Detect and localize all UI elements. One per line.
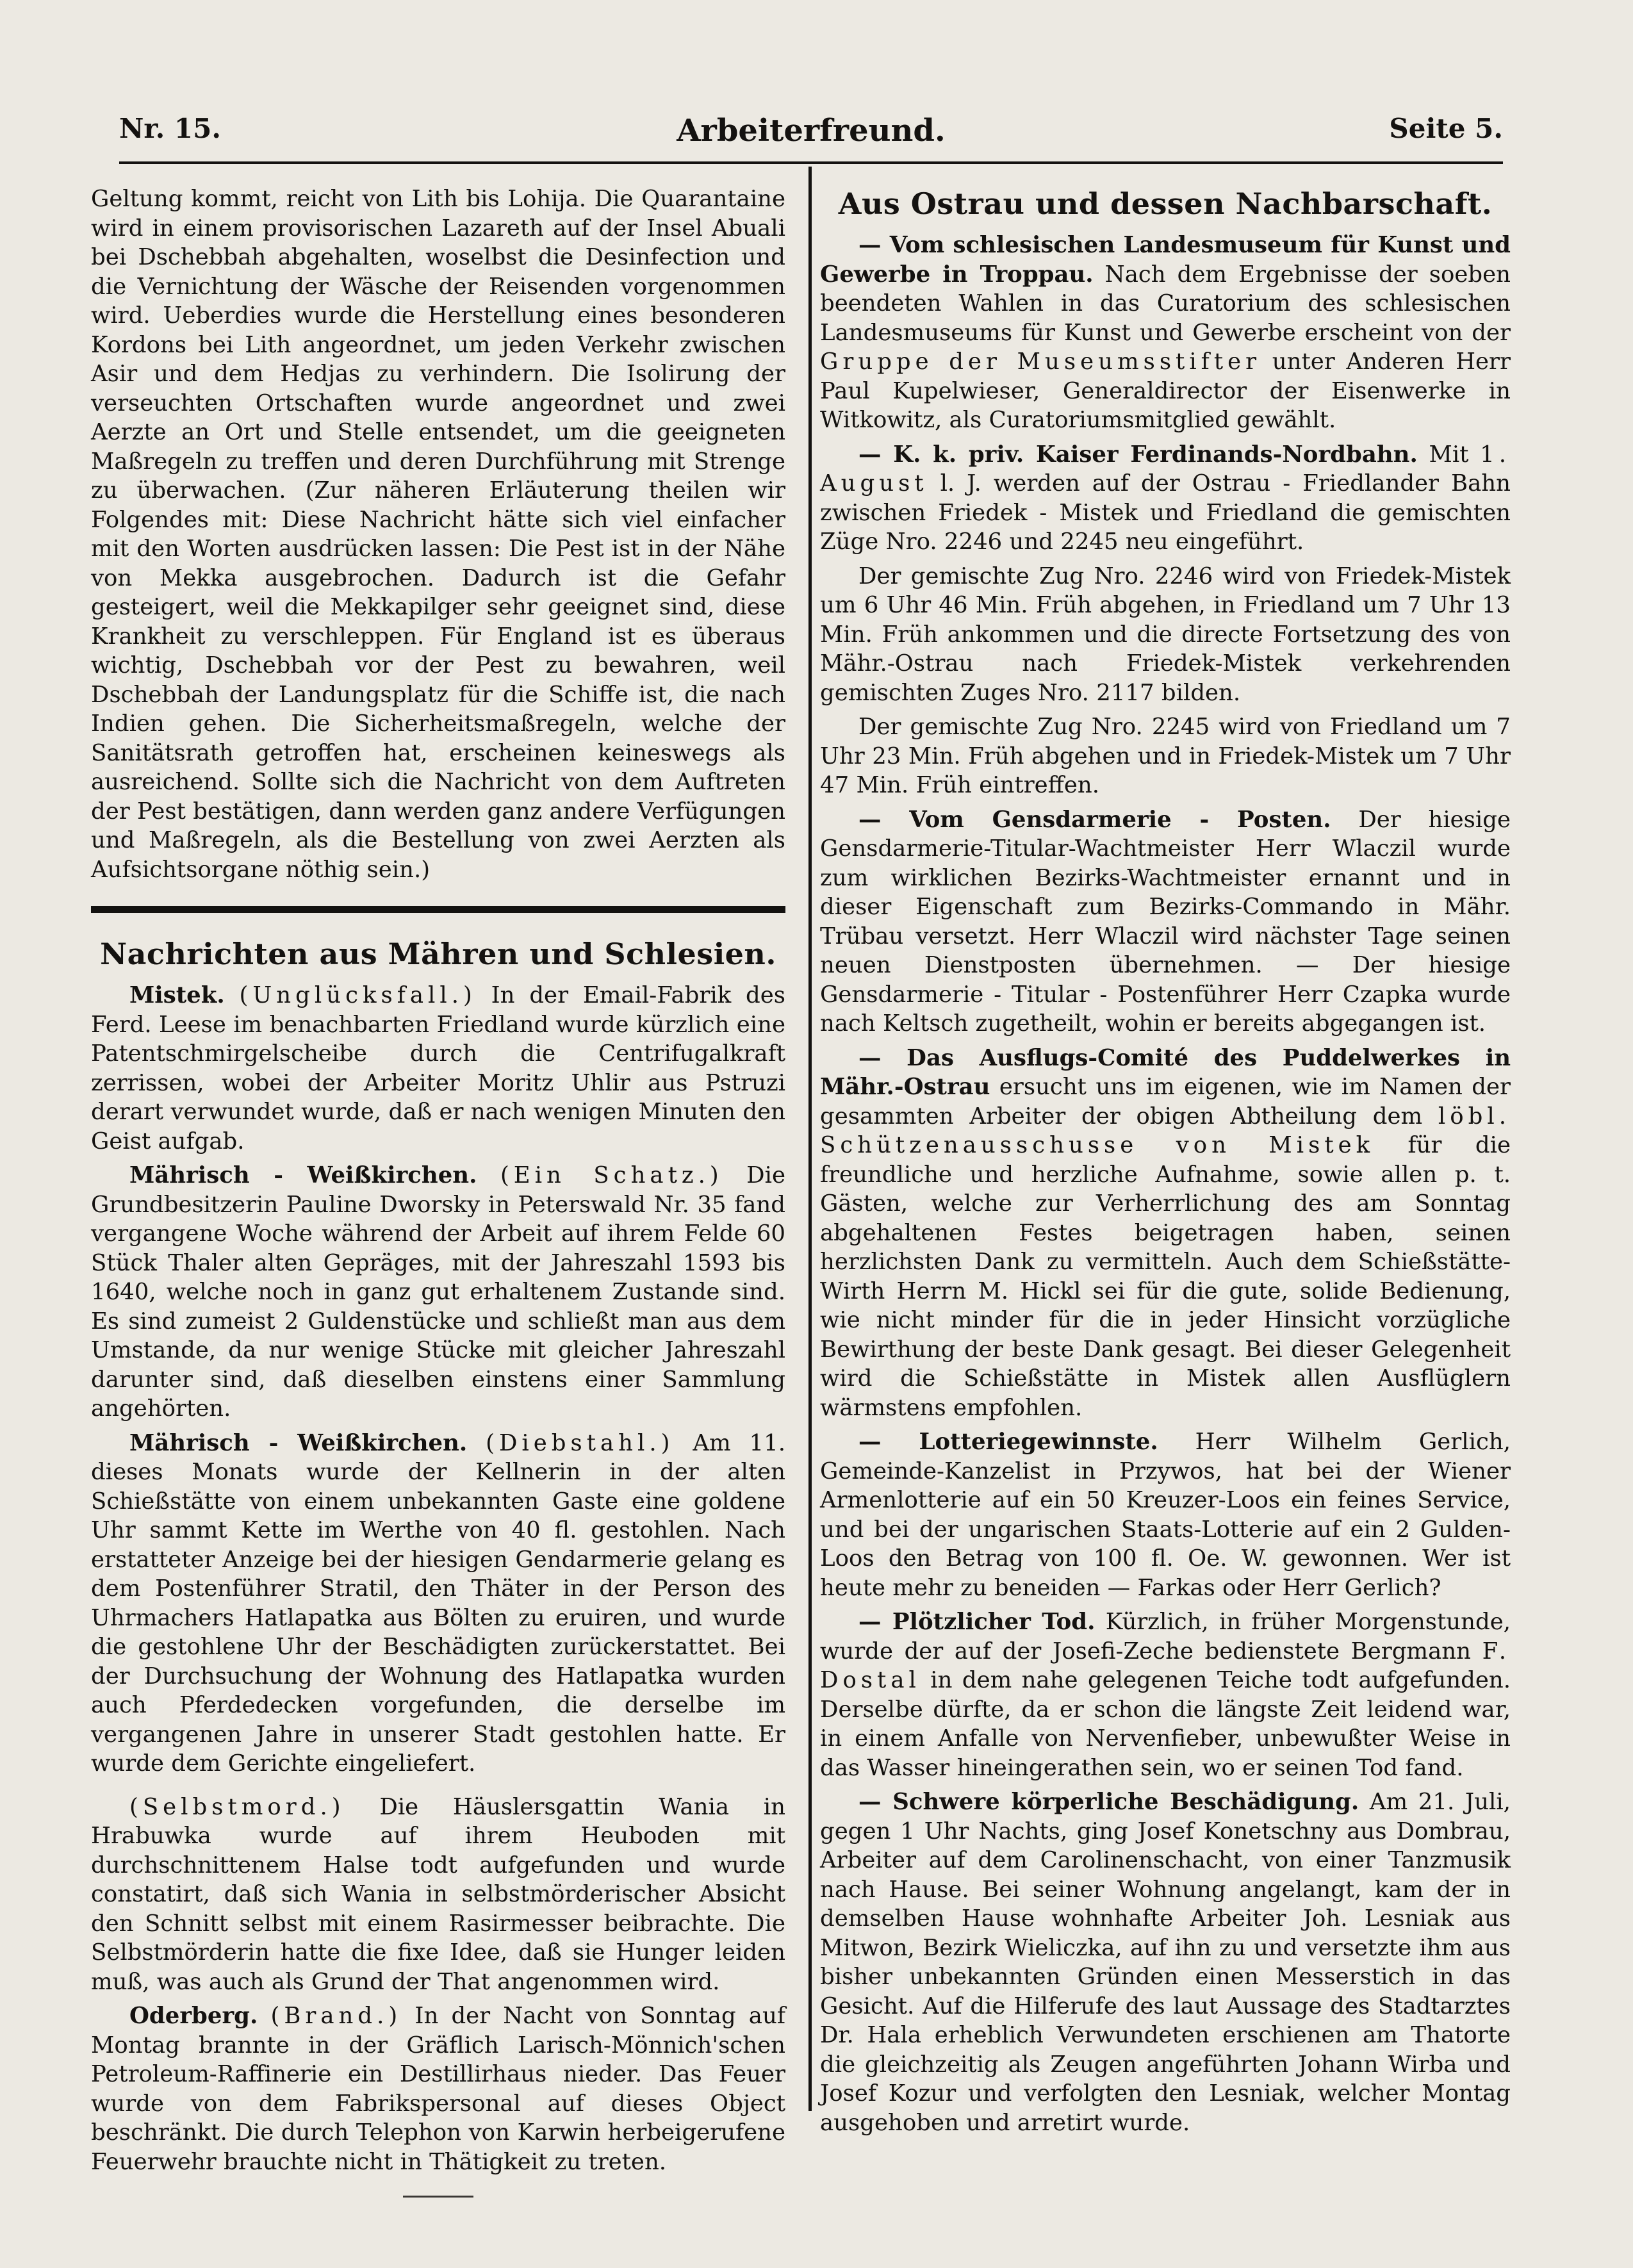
left-column [91, 185, 785, 2198]
article-place: Mährisch - Weißkirchen. [129, 1429, 468, 1456]
article-lead: — Vom Gensdarmerie - Posten. [858, 806, 1331, 833]
end-rule [403, 2196, 473, 2198]
column-divider [808, 167, 812, 2111]
article-zug-2246 [820, 562, 1511, 708]
article-text: Kürzlich, in früher Morgenstunde, wurde der auf der Josefi-Zeche bedienstete Bergmann [820, 1609, 1511, 1664]
article-nordbahn [820, 440, 1511, 557]
article-text: Die Häuslersgattin Wania in Hrabuwka wurde auf ihrem Heuboden mit durchschnittenem Halse todt aufgefunden und wurde constatirt, daß sich Wania in selbstmörderischer Absicht den Schnitt selbst mit einem Rasirmesser beibrachte. Die Selbstmörderin hatte die fixe Idee, daß sie Hunger leiden muß, was auch als Grund der That angenommen wird. [91, 1793, 785, 1995]
article-spaced: löbl. Schützenausschusse von Mistek [820, 1103, 1511, 1158]
article-gensdarmerie [820, 805, 1511, 1039]
masthead-title: Arbeiterfreund. [677, 113, 946, 149]
article-text-2: für die freundliche und herzliche Aufnahme, sowie allen p. t. Gästen, welche zur Verherrlichung des am Sonntag abgehaltenen Festes beigetragen haben, seinen herzlichsten Dank zu vermitteln. Auch dem Schießstätte-Wirth Herrn M. Hickl sei für die gute, solide Bedienung, wie nicht minder für die in jeder Hinsicht vorzügliche Bewirthung der beste Dank gesagt. Bei dieser Gelegenheit wird die Schießstätte in Mistek allen Ausflüglern wärmstens empfohlen. [820, 1132, 1511, 1421]
article-spaced: F. Dostal [820, 1638, 1511, 1693]
section-title-left: Nachrichten aus Mähren und Schlesien. [100, 937, 776, 971]
article-lead: — Schwere körperliche Beschädigung. [858, 1789, 1359, 1815]
article-tag: (Brand.) [270, 2003, 402, 2029]
article-landesmuseum [820, 231, 1511, 435]
article-text-2: l. J. werden auf der Ostrau - Friedlander Bahn zwischen Friedek - Mistek und Friedland die gemischten Züge Nro. 2246 und 2245 neu eingeführt. [820, 470, 1511, 555]
article-text: Der hiesige Gensdarmerie-Titular-Wachtmeister Herr Wlaczil wurde zum wirklichen Bezirks-Wachtmeister ernannt und in dieser Eigenschaft zum Bezirks-Commando in Mähr. Trübau versetzt. Herr Wlaczil wird nächster Tage seinen neuen Dienstposten übernehmen. — Der hiesige Gensdarmerie - Titular - Postenführer Herr Czapka wurde nach Keltsch zugetheilt, wohin er bereits abgegangen ist. [820, 806, 1511, 1037]
article-place: Oderberg. [129, 2003, 258, 2029]
article-tag: (Ein Schatz.) [500, 1162, 723, 1188]
article-place: Mistek. [129, 982, 225, 1008]
article-selbstmord [91, 1793, 785, 1997]
article-text: Die Grundbesitzerin Pauline Dworsky in Peterswald Nr. 35 fand vergangene Woche während der Arbeit auf ihrem Felde 60 Stück Thaler alten Gepräges, mit der Jahreszahl 1593 bis 1640, welche noch in ganz gut erhaltenem Zustande sind. Es sind zumeist 2 Guldenstücke und schließt man aus dem Umstande, da nur wenige Stücke mit gleicher Jahreszahl darunter sind, daß dieselben einstens einer Sammlung angehörten. [91, 1162, 785, 1422]
article-lead: — Lotteriegewinnste. [858, 1429, 1158, 1455]
article-tag: (Unglücksfall.) [239, 982, 477, 1008]
article-oderberg [91, 2001, 785, 2176]
article-tag: (Diebstahl.) [486, 1429, 675, 1456]
article-weisskirchen-diebstahl [91, 1429, 785, 1779]
article-tag: (Selbstmord.) [129, 1793, 345, 1820]
page-number: Seite 5. [1389, 113, 1503, 144]
right-column [820, 185, 1511, 2142]
article-lead: — Vom schlesischen Landesmuseum für Kunst und Gewerbe in Troppau. [820, 232, 1511, 288]
article-text: Nach dem Ergebnisse der soeben beendeten Wahlen in das Curatorium des schlesischen Landesmuseums für Kunst und Gewerbe erscheint von der [820, 261, 1511, 346]
article-ausflugs-comite [820, 1044, 1511, 1423]
page-header [119, 113, 1503, 158]
article-text: Am 21. Juli, gegen 1 Uhr Nachts, ging Josef Konetschny aus Dombrau, Arbeiter auf dem Carolinenschacht, von einer Tanzmusik nach Hause. Bei seiner Wohnung angelangt, kam der in demselben Hause wohnhafte Arbeiter Joh. Lesniak aus Mitwon, Bezirk Wieliczka, auf ihn zu und versetzte ihm aus bisher unbekannten Gründen einen Messerstich in das Gesicht. Auf die Hilferufe des laut Aussage des Stadtarztes Dr. Hala erheblich Verwundeten erschienen am Thatorte die gleichzeitig als Zeugen angeführten Johann Wirba und Josef Kozur und verfolgten den Lesniak, welcher Montag ausgehoben und arretirt wurde. [820, 1789, 1511, 2136]
article-lotterie [820, 1427, 1511, 1602]
article-zug-2245 [820, 712, 1511, 800]
header-rule [119, 161, 1503, 164]
section-separator [91, 906, 785, 913]
article-mistek [91, 981, 785, 1156]
article-beschaedigung [820, 1787, 1511, 2137]
article-ploetzlicher-tod [820, 1607, 1511, 1782]
article-lead: — Das Ausflugs-Comité des Puddelwerkes in Mähr.-Ostrau [820, 1044, 1511, 1100]
intro-paragraph: Geltung kommt, reicht von Lith bis Lohija. Die Quarantaine wird in einem provisorischen Lazareth auf der Insel Abuali bei Dschebbah abgehalten, woselbst die Desinfection und die Vernichtung der Wäsche der Reisenden vorgenommen wird. Ueberdies wurde die Herstellung eines besonderen Kordons bei Lith angeordnet, um jeden Verkehr zwischen Asir und dem Hedjas zu verhindern. Die Isolirung der verseuchten Ortschaften wurde angeordnet und zwei Aerzte an Ort und Stelle entsendet, um die geeigneten Maßregeln zu treffen und deren Durchführung mit Strenge zu überwachen. (Zur näheren Erläuterung theilen wir Folgendes mit: Diese Nachricht hätte sich viel einfacher mit den Worten ausdrücken lassen: Die Pest ist in der Nähe von Mekka ausgebrochen. Dadurch ist die Gefahr gesteigert, weil die Mekkapilger sehr geeignet sind, diese Krankheit zu verschleppen. Für England ist es überaus wichtig, Dschebbah vor der Pest zu bewahren, weil Dschebbah der Landungsplatz für die Schiffe ist, die nach Indien gehen. Die Sicherheitsmaßregeln, welche der Sanitätsrath getroffen hat, erscheinen keineswegs als ausreichend. Sollte sich die Nachricht von dem Auftreten der Pest bestätigen, dann werden ganz andere Verfügungen und Maßregeln, als die Bestellung von zwei Aerzten als Aufsichtsorgane nöthig sein.) [91, 186, 785, 883]
article-text: In der Email-Fabrik des Ferd. Leese im benachbarten Friedland wurde kürzlich eine Patentschmirgelscheibe durch die Centrifugalkraft zerrissen, wobei der Arbeiter Moritz Uhlir aus Pstruzi derart verwundet wurde, daß er nach wenigen Minuten den Geist aufgab. [91, 982, 785, 1155]
section-title-right: Aus Ostrau und dessen Nachbarschaft. [838, 186, 1493, 221]
article-place: Mährisch - Weißkirchen. [129, 1162, 477, 1188]
article-text-2: unter Anderen Herr Paul Kupelwieser, Generaldirector der Eisenwerke in Witkowitz, als Curatoriumsmitglied gewählt. [820, 349, 1511, 433]
issue-number: Nr. 15. [119, 113, 221, 144]
article-text: Herr Wilhelm Gerlich, Gemeinde-Kanzelist in Przywos, hat bei der Wiener Armenlotterie auf ein 50 Kreuzer-Loos ein feines Service, und bei der ungarischen Staats-Lotterie auf ein 2 Gulden-Loos den Betrag von 100 fl. Oe. W. gewonnen. Wer ist heute mehr zu beneiden — Farkas oder Herr Gerlich? [820, 1429, 1511, 1601]
article-text: ersucht uns im eigenen, wie im Namen der gesammten Arbeiter der obigen Abtheilung dem [820, 1074, 1511, 1130]
article-text: Mit [1429, 441, 1469, 468]
article-lead: — K. k. priv. Kaiser Ferdinands-Nordbahn. [858, 441, 1418, 468]
article-text: In der Nacht von Sonntag auf Montag brannte in der Gräflich Larisch-Mönnich'schen Petroleum-Raffinerie ein Destillirhaus nieder. Das Feuer wurde von dem Fabrikspersonal auf dieses Object beschränkt. Die durch Telephon von Karwin herbeigerufene Feuerwehr brauchte nicht in Thätigkeit zu treten. [91, 2003, 785, 2175]
article-text: Am 11. dieses Monats wurde der Kellnerin in der alten Schießstätte von einem unbekannten Gaste eine goldene Uhr sammt Kette im Werthe von 40 fl. gestohlen. Nach erstatteter Anzeige bei der hiesigen Gendarmerie gelang es dem Postenführer Stratil, den Thäter in der Person des Uhrmachers Hatlapatka aus Bölten zu eruiren, und wurde die gestohlene Uhr der Beschädigten zurückerstattet. Bei der Durchsuchung der Wohnung des Hatlapatka wurden auch Pferdedecken vorgefunden, die derselbe im vergangenen Jahre in unserer Stadt gestohlen hatte. Er wurde dem Gerichte eingeliefert. [91, 1429, 785, 1777]
article-spaced: Gruppe der Museumsstifter [820, 349, 1261, 375]
article-text: Der gemischte Zug Nro. 2246 wird von Friedek-Mistek um 6 Uhr 46 Min. Früh abgehen, in Friedland um 7 Uhr 13 Min. Früh ankommen und die directe Fortsetzung des von Mähr.-Ostrau nach Friedek-Mistek verkehrenden gemischten Zuges Nro. 2117 bilden. [820, 563, 1511, 706]
article-lead: — Plötzlicher Tod. [858, 1609, 1096, 1635]
article-weisskirchen-schatz [91, 1161, 785, 1424]
article-spaced: 1. August [820, 441, 1511, 497]
article-text-2: in dem nahe gelegenen Teiche todt aufgefunden. Derselbe dürfte, da er schon die längste Zeit leidend war, in einem Anfalle von Nervenfieber, unbewußter Weise in das Wasser hineingerathen sein, wo er seinen Tod fand. [820, 1667, 1511, 1781]
article-text: Der gemischte Zug Nro. 2245 wird von Friedland um 7 Uhr 23 Min. Früh abgehen und in Friedek-Mistek um 7 Uhr 47 Min. Früh eintreffen. [820, 714, 1511, 798]
